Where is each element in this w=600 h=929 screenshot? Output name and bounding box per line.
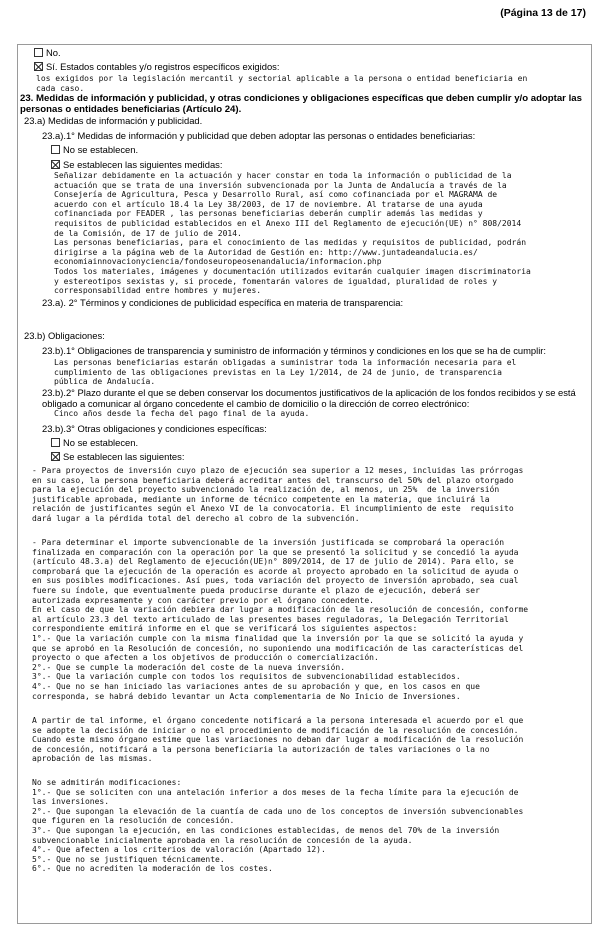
section-23b2-heading-2: obligado a comunicar al órgano concedente el cambio de domicilio o la dirección de correo electrónico: [42, 397, 470, 409]
a1-option-si [51, 160, 222, 171]
b1-text-line: cumplimiento de las obligaciones previstas en la Ley 1/2014, de 24 de junio, de transparencia [54, 367, 502, 377]
a1-option-no [51, 145, 138, 156]
b1-text-line: pública de Andalucía. [54, 377, 156, 387]
b3-text-line: que se aprobó en la Resolución de concesión, no suponiendo una modificación de las características del [32, 643, 524, 653]
section-23-title-2: personas o entidades beneficiarias (Artículo 24). [20, 103, 242, 115]
b3-text-line: 1°.- Que la variación cumple con la misma finalidad que la inversión por la que se solicitó la ayuda y [32, 634, 524, 643]
b3-text-line: 5°.- Que no se justifiquen técnicamente. [32, 854, 225, 864]
b3-text-line: Cuando este mismo órgano estime que las variaciones no deban dar lugar a modificación de la resolución [32, 735, 524, 745]
b3-text-line: justificable aprobada, mediante un informe de técnico competente en la materia, que incluirá la [32, 494, 490, 504]
section-23b2-heading-1: 23.b).2° Plazo durante el que se deben conservar los documentos justificativos de la aplicación de los fondos recibidos y se está [42, 387, 576, 398]
estados-text-1: los exigidos por la legislación mercantil y sectorial aplicable a la persona o entidad beneficiaria en [36, 74, 528, 83]
a1-si-checkbox[interactable] [51, 160, 60, 169]
option-no-label: No. [46, 47, 61, 58]
b3-text-line: 6°.- Que no acrediten la moderación de los costes. [32, 864, 273, 874]
page-number: (Página 13 de 17) [500, 7, 586, 19]
section-23b3-heading: 23.b).3° Otras obligaciones y condiciones específicas: [42, 423, 267, 434]
estados-text-2: cada caso. [36, 83, 85, 93]
section-23b1-heading: 23.b).1° Obligaciones de transparencia y suministro de información y términos y condiciones en los que se ha de cumplir: [42, 345, 547, 356]
b3-text-line: en su caso, la persona beneficiaria deberá acreditar antes del transcurso del 50% del plazo otorgado [32, 475, 514, 485]
b3-text-line: 2°.- Que supongan la elevación de la cuantía de cada uno de los conceptos de inversión subvencionables [32, 806, 524, 816]
option-no [34, 48, 61, 59]
a1-text-line: Señalizar debidamente en la actuación y hacer constar en toda la información o publicidad de la [54, 171, 512, 180]
a1-text-line: Todos los materiales, imágenes y documentación utilizados evitarán cualquier imagen discriminatoria [54, 267, 531, 276]
b3-text-line: 2°.- Que se cumple la moderación del coste de la nueva inversión. [32, 662, 346, 672]
si-checkbox[interactable] [34, 62, 43, 71]
b3-text-line: subvencionable inicialmente aprobada en la resolución de concesión de la ayuda. [32, 835, 413, 845]
section-23b-heading: 23.b) Obligaciones: [24, 330, 105, 341]
b3-text-line: correspondiente emitirá informe en el que se verificará los siguientes aspectos: [32, 624, 418, 634]
b3-text-line: No se admitirán modificaciones: [32, 778, 182, 787]
b3-text-line: 4°.- Que no se han iniciado las variaciones antes de su aprobación y que, en los casos en que [32, 682, 480, 691]
b3-text-line: para la ejecución del proyecto subvencionado la realización de, al menos, un 25% de la inversión [32, 485, 500, 495]
a1-text-line: actuación que se trata de una inversión subvencionada por la Junta de Andalucía a través de la [54, 180, 507, 190]
b3-text-line: aprobación de las mismas. [32, 754, 153, 764]
b3-text-line: dará lugar a la pérdida total del derecho al cobro de la subvención. [32, 514, 360, 523]
b2-text: Cinco años desde la fecha del pago final de la ayuda. [54, 409, 310, 418]
a1-text-line: de la Comisión, de 17 de julio de 2014. [54, 228, 242, 238]
b3-no-checkbox[interactable] [51, 438, 60, 447]
section-23-title-1: 23. Medidas de información y publicidad, y otras condiciones y obligaciones específicas que deben cumplir y/o adoptar las [20, 93, 582, 104]
b3-text-line: corresponda, se habrá debido levantar un Acta complementaria de No Inicio de Inversiones. [32, 691, 461, 701]
section-23a1-heading: 23.a).1° Medidas de información y publicidad que deben adoptar las personas o entidades beneficiarias: [42, 130, 476, 141]
a1-text-line: y estereotipos sexistas y, si procede, fomentarán valores de igualdad, pluralidad de roles y [54, 276, 498, 286]
a1-text-line: corresponsabilidad entre hombres y mujeres. [54, 286, 262, 296]
option-si-label: Sí. Estados contables y/o registros específicos exigidos: [46, 61, 280, 72]
b3-text-line: fuere su índole, que eventualmente pueda producirse durante el plazo de ejecución, deberá ser [32, 586, 480, 595]
b3-text-line: se adopte la decisión de iniciar o no el procedimiento de modificación de la resolución de concesión. [32, 725, 519, 735]
b3-text-line: - Para proyectos de inversión cuyo plazo de ejecución sea superior a 12 meses, incluidas las prórrogas [32, 466, 524, 475]
a1-text-line: Las personas beneficiarias, para el conocimiento de las medidas y requisitos de publicidad, podrán [54, 238, 527, 248]
b3-text-line: finalizada en comparación con la operación por la que se presentó la solicitud y se concedió la ayuda [32, 547, 519, 557]
b3-text-line: A partir de tal informe, el órgano concedente notificará a la persona interesada el acuerdo por el que [32, 716, 524, 725]
b3-text-line: 3°.- Que supongan la ejecución, en las condiciones establecidas, de menos del 70% de la inversión [32, 826, 500, 835]
b3-text-line: 3°.- Que la variación cumple con todos los requisitos de subvencionabilidad establecidos. [32, 672, 461, 682]
b3-option-no [51, 438, 138, 449]
b3-text-line: las inversiones. [32, 797, 110, 807]
b3-text-line: - Para determinar el importe subvencionable de la inversión justificada se comprobará la operación [32, 538, 505, 547]
b3-no-label: No se establecen. [63, 437, 139, 448]
a1-text-line: requisitos de publicidad establecidos en el Anexo III del Reglamento de ejecución(UE) n° 808/2014 [54, 219, 522, 228]
b3-text-line: relación de justificantes según el Anexo VI de la convocatoria. El incumplimiento de este requisito [32, 504, 514, 514]
b3-text-line: comprobará que la ejecución de la operación es acorde al proyecto aprobado en la solicitud de ayuda o [32, 566, 519, 576]
b3-text-line: que figuren en la resolución de concesión. [32, 816, 235, 826]
a1-text-line: economiainnovacionyciencia/fondoseuropeosenandalucia/informacion.php [54, 257, 382, 267]
a1-text-line: cofinanciada por FEADER , las personas beneficiarias deberán cumplir además las medidas y [54, 209, 483, 219]
b3-si-checkbox[interactable] [51, 452, 60, 461]
b3-text-line: al artículo 23.3 del texto articulado de las presentes bases reguladoras, la Delegación Territorial [32, 614, 509, 624]
b3-text-line: de concesión, notificará a la persona beneficiaria la autorización de tales variaciones o la no [32, 744, 490, 754]
a1-no-label: No se establecen. [63, 144, 139, 155]
b3-si-label: Se establecen las siguientes: [63, 451, 185, 462]
b3-text-line: 1°.- Que se soliciten con una antelación inferior a dos meses de la fecha límite para la ejecución de [32, 787, 519, 797]
b1-text-line: Las personas beneficiarias estarán obligadas a suministrar toda la información necesaria para el [54, 358, 517, 367]
b3-text-line: proyecto o que afecten a los objetivos de producción o comercialización. [32, 653, 379, 663]
form-frame [17, 44, 592, 924]
no-checkbox[interactable] [34, 48, 43, 57]
b3-text-line: (artículo 48.3.a) del Reglamento de ejecución(UE)n° 809/2014, de 17 de julio de 2014). Para ello, se [32, 557, 514, 567]
a1-text-line: dirigirse a la página web de la Autoridad de Gestión en: http://www.juntadeandalucia.es/ [54, 247, 478, 257]
option-si [34, 62, 279, 73]
a1-si-label: Se establecen las siguientes medidas: [63, 159, 223, 170]
section-23a-heading: 23.a) Medidas de información y publicidad. [24, 115, 203, 126]
b3-text-line: 4°.- Que afecten a los criterios de valoración (Apartado 12). [32, 845, 326, 855]
b3-text-line: en sus posibles modificaciones. Así pues, toda variación del proyecto de inversión aprobado, sea cual [32, 576, 519, 586]
section-23a2-heading: 23.a). 2° Términos y condiciones de publicidad específica en materia de transparencia: [42, 297, 404, 308]
a1-text-line: acuerdo con el artículo 18.4 la Ley 38/2003, de 17 de noviembre. Al tratarse de una ayuda [54, 199, 483, 209]
b3-text-line: autorizada expresamente y con carácter previo por el órgano concedente. [32, 595, 374, 605]
b3-option-si [51, 452, 184, 463]
a1-no-checkbox[interactable] [51, 145, 60, 154]
a1-text-line: Consejería de Agricultura, Pesca y Desarrollo Rural, así como cofinanciada por el MAGRAMA de [54, 190, 498, 200]
b3-text-line: En el caso de que la variación debiera dar lugar a modificación de la resolución de concesión, conforme [32, 605, 529, 615]
